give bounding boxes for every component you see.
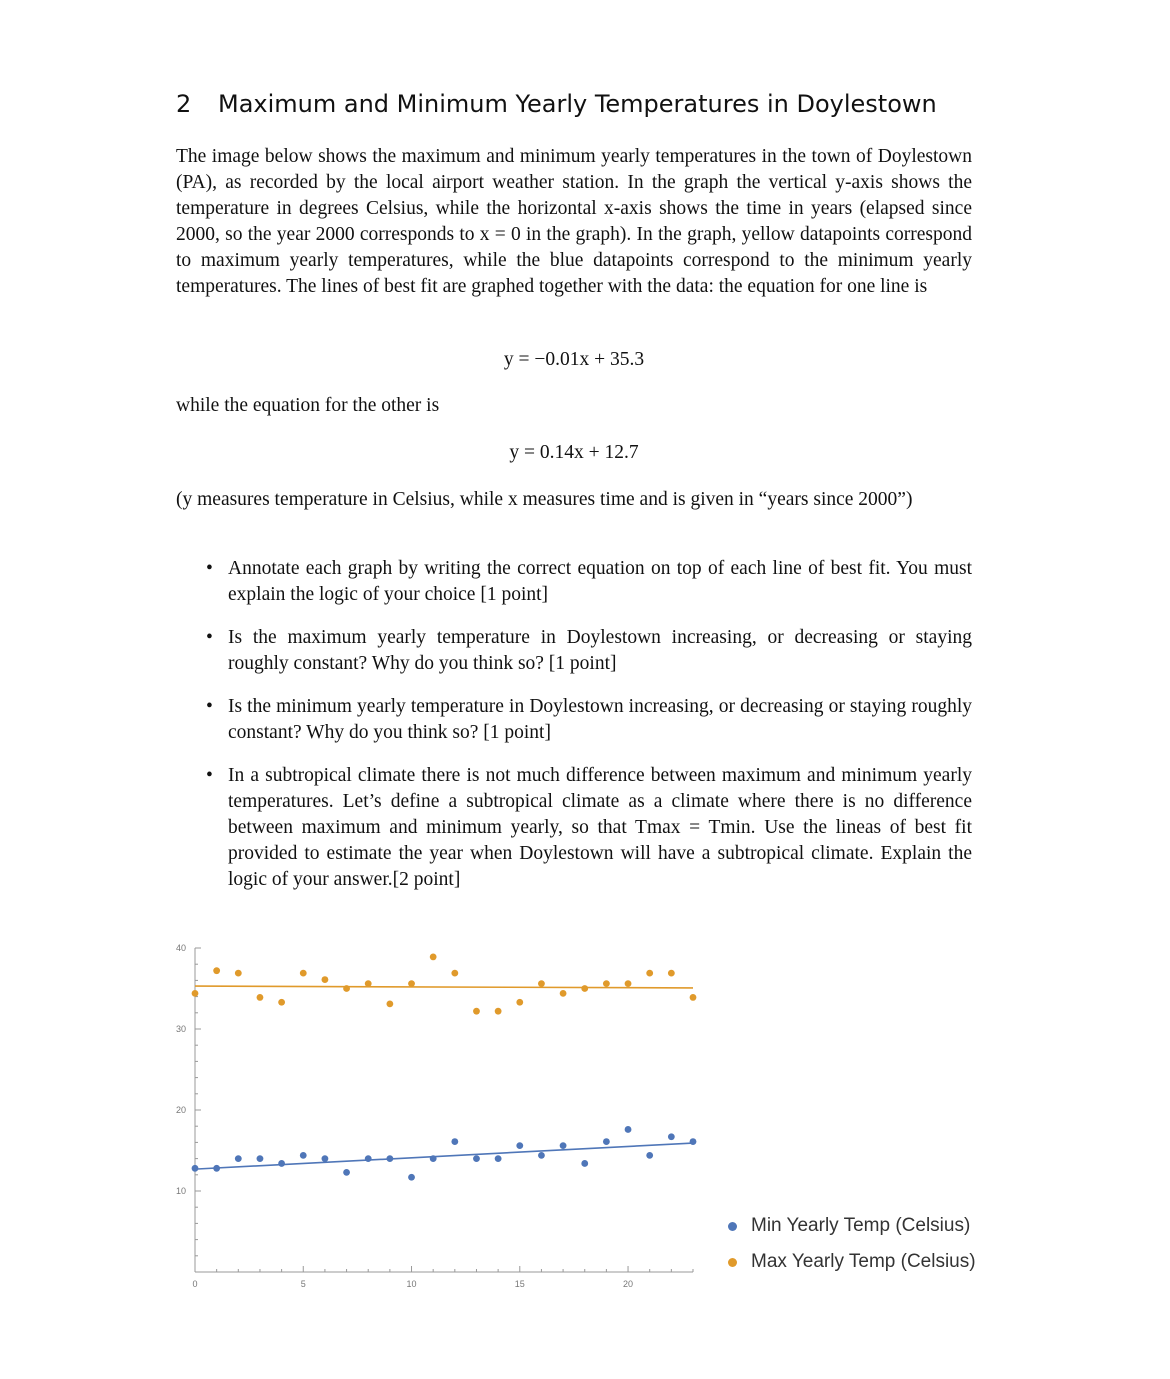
bullet-icon: • (206, 765, 213, 786)
data-point-max (646, 970, 653, 977)
data-point-min (690, 1138, 697, 1145)
data-point-max (257, 994, 264, 1001)
legend-item-min (722, 1208, 976, 1244)
data-point-max (516, 999, 523, 1006)
data-point-min (560, 1142, 567, 1149)
y-tick-label: 20 (175, 1105, 186, 1115)
section-number: 2 (176, 90, 192, 118)
data-point-max (300, 970, 307, 977)
y-tick-label: 40 (175, 943, 186, 953)
question-text: In a subtropical climate there is not much difference between maximum and minimum yearly temperatures. Let’s define a subtropical climate as a climate where there is no difference between maximum and minimum yearly, so that Tmax = Tmin. Use the lineas of best fit provided to estimate the year when Doylestown will have a subtropical climate. Explain the logic of your answer.[2 point] (228, 765, 972, 890)
x-tick-label: 15 (514, 1279, 525, 1289)
legend-marker-min (728, 1222, 737, 1231)
data-point-min (581, 1160, 588, 1167)
data-point-max (538, 980, 545, 987)
bullet-icon: • (206, 627, 213, 648)
question-text: Is the maximum yearly temperature in Doylestown increasing, or decreasing or staying roughly constant? Why do you think so? [1 point] (228, 627, 972, 674)
data-point-min (322, 1155, 329, 1162)
data-point-max (473, 1008, 480, 1015)
data-point-max (581, 985, 588, 992)
data-point-max (408, 980, 415, 987)
data-point-min (495, 1155, 502, 1162)
intro-paragraph: The image below shows the maximum and minimum yearly temperatures in the town of Doylestown (PA), as recorded by the local airport weather station. In the graph the vertical y-axis shows the temperature in degrees Celsius, while the horizontal x-axis shows the time in years (elapsed since 2000, so the year 2000 corresponds to x = 0 in the graph). In the graph, yellow datapoints correspond to maximum yearly temperatures, while the blue datapoints correspond to the minimum yearly temperatures. The lines of best fit are graphed together with the data: the equation for one line is (176, 146, 972, 297)
list-item (206, 556, 972, 608)
chart-legend (722, 1208, 976, 1280)
question-text: Annotate each graph by writing the correct equation on top of each line of best fit. You must explain the logic of your choice [1 point] (228, 558, 972, 605)
data-point-min (257, 1155, 264, 1162)
data-point-min (516, 1142, 523, 1149)
data-point-max (603, 980, 610, 987)
data-point-min (192, 1165, 199, 1172)
data-point-max (192, 990, 199, 997)
data-point-min (365, 1155, 372, 1162)
data-point-min (473, 1155, 480, 1162)
fit-line-max (195, 986, 693, 988)
data-point-max (495, 1008, 502, 1015)
bullet-icon: • (206, 558, 213, 579)
equation-min: y = 0.14x + 12.7 (509, 442, 639, 463)
data-point-max (322, 976, 329, 983)
data-point-max (690, 994, 697, 1001)
x-tick-label: 0 (192, 1279, 198, 1289)
data-point-max (213, 967, 220, 974)
data-point-min (235, 1155, 242, 1162)
x-tick-label: 5 (300, 1279, 306, 1289)
list-item (206, 694, 972, 746)
temperature-chart (160, 935, 720, 1305)
question-text: Is the minimum yearly temperature in Doylestown increasing, or decreasing or staying roughly constant? Why do you think so? [1 point] (228, 696, 972, 743)
section-heading (176, 90, 996, 118)
data-point-max (625, 980, 632, 987)
fit-line-min (195, 1143, 693, 1169)
legend-label-max: Max Yearly Temp (Celsius) (751, 1251, 976, 1272)
data-point-max (668, 970, 675, 977)
list-item (206, 625, 972, 677)
data-point-min (603, 1138, 610, 1145)
y-tick-label: 10 (175, 1186, 186, 1196)
data-point-min (646, 1152, 653, 1159)
data-point-max (560, 990, 567, 997)
data-point-min (538, 1152, 545, 1159)
data-point-min (430, 1155, 437, 1162)
list-item (206, 763, 972, 893)
data-point-min (213, 1165, 220, 1172)
data-point-min (278, 1160, 285, 1167)
data-point-min (300, 1152, 307, 1159)
data-point-max (278, 999, 285, 1006)
data-point-max (386, 1000, 393, 1007)
legend-label-min: Min Yearly Temp (Celsius) (751, 1215, 971, 1236)
y-tick-label: 30 (175, 1024, 186, 1034)
data-point-min (386, 1155, 393, 1162)
data-point-max (365, 980, 372, 987)
data-point-min (343, 1169, 350, 1176)
bullet-icon: • (206, 696, 213, 717)
data-point-min (668, 1133, 675, 1140)
data-point-min (408, 1174, 415, 1181)
data-point-min (451, 1138, 458, 1145)
legend-marker-max (728, 1258, 737, 1267)
data-point-min (625, 1126, 632, 1133)
x-tick-label: 20 (623, 1279, 634, 1289)
section-title: Maximum and Minimum Yearly Temperatures in Doylestown (218, 90, 937, 118)
question-list (206, 556, 972, 910)
middle-text: while the equation for the other is (176, 395, 440, 416)
x-tick-label: 10 (406, 1279, 417, 1289)
data-point-max (343, 985, 350, 992)
equation-max: y = −0.01x + 35.3 (503, 349, 645, 370)
data-point-max (451, 970, 458, 977)
data-point-max (235, 970, 242, 977)
data-point-max (430, 954, 437, 961)
legend-item-max (722, 1244, 976, 1280)
note-paragraph: (y measures temperature in Celsius, while x measures time and is given in “years since 2000”) (176, 489, 913, 510)
